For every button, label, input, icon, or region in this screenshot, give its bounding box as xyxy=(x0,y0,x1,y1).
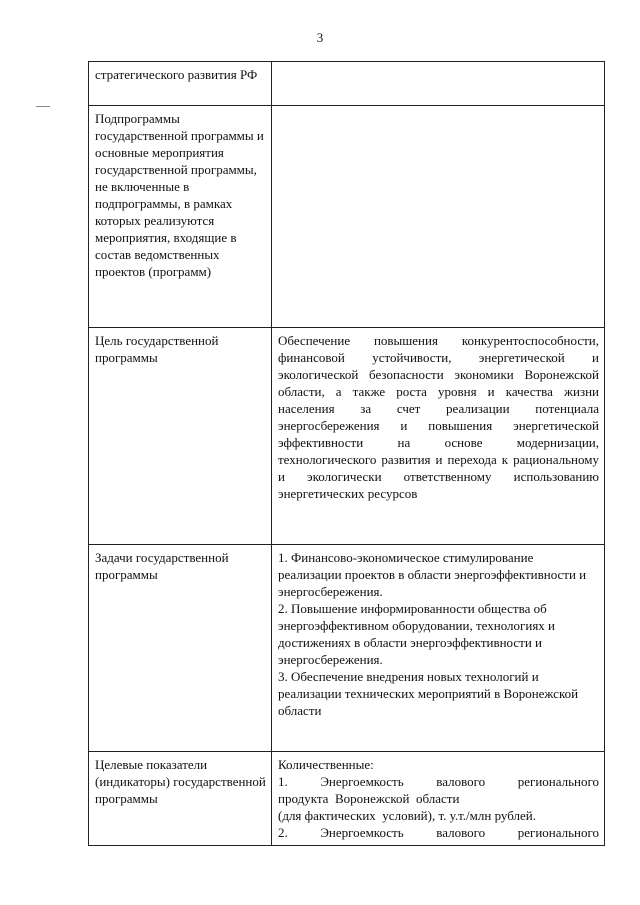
row-label: Задачи государственной программы xyxy=(89,545,272,752)
program-passport-table xyxy=(88,61,605,846)
task-item: 2. Повышение информированности общества об энергоэффективном оборудовании, технологиях и достижениях в области энергоэффективности и энергосбережения. xyxy=(278,601,555,667)
table-row xyxy=(89,106,605,328)
row-content xyxy=(272,106,605,328)
row-label: стратегического развития РФ xyxy=(89,62,272,106)
page-number: 3 xyxy=(316,30,324,45)
row-label: Целевые показатели (индикаторы) государственной программы xyxy=(89,752,272,846)
table-row xyxy=(89,752,605,846)
indicator-line: 1. Энергоемкость валового регионального xyxy=(278,774,599,789)
row-label: Подпрограммы государственной программы и основные мероприятия государственной программы, не включенные в подпрограммы, в рамках которых реализуются мероприятия, входящие в состав ведомственных проектов (программ) xyxy=(89,106,272,328)
table-row xyxy=(89,62,605,106)
task-item: 1. Финансово-экономическое стимулирование реализации проектов в области энергоэффективности и энергосбережения. xyxy=(278,550,587,599)
row-content xyxy=(272,62,605,106)
indicator-line: продукта Воронежской области xyxy=(278,791,460,806)
margin-mark xyxy=(36,106,50,107)
indicator-line: 2. Энергоемкость валового регионального xyxy=(278,825,599,840)
row-content-indicators xyxy=(272,752,605,846)
indicators-heading: Количественные: xyxy=(278,757,374,772)
row-content-goal: Обеспечение повышения конкурентоспособности, финансовой устойчивости, энергетической и экологической безопасности экономики Воронежской области, а также роста уровня и качества жизни населения за счет реализации потенциала энергосбережения и повышения энергетической эффективности на основе модернизации, технологического развития и перехода к рациональному и экологически ответственному использованию энергетических ресурсов xyxy=(272,328,605,545)
task-item: 3. Обеспечение внедрения новых технологий и реализации технических мероприятий в Воронежской области xyxy=(278,669,579,718)
indicator-line: (для фактических условий), т. у.т./млн рублей. xyxy=(278,808,537,823)
table-row xyxy=(89,328,605,545)
row-label: Цель государственной программы xyxy=(89,328,272,545)
row-content-tasks xyxy=(272,545,605,752)
table-row xyxy=(89,545,605,752)
